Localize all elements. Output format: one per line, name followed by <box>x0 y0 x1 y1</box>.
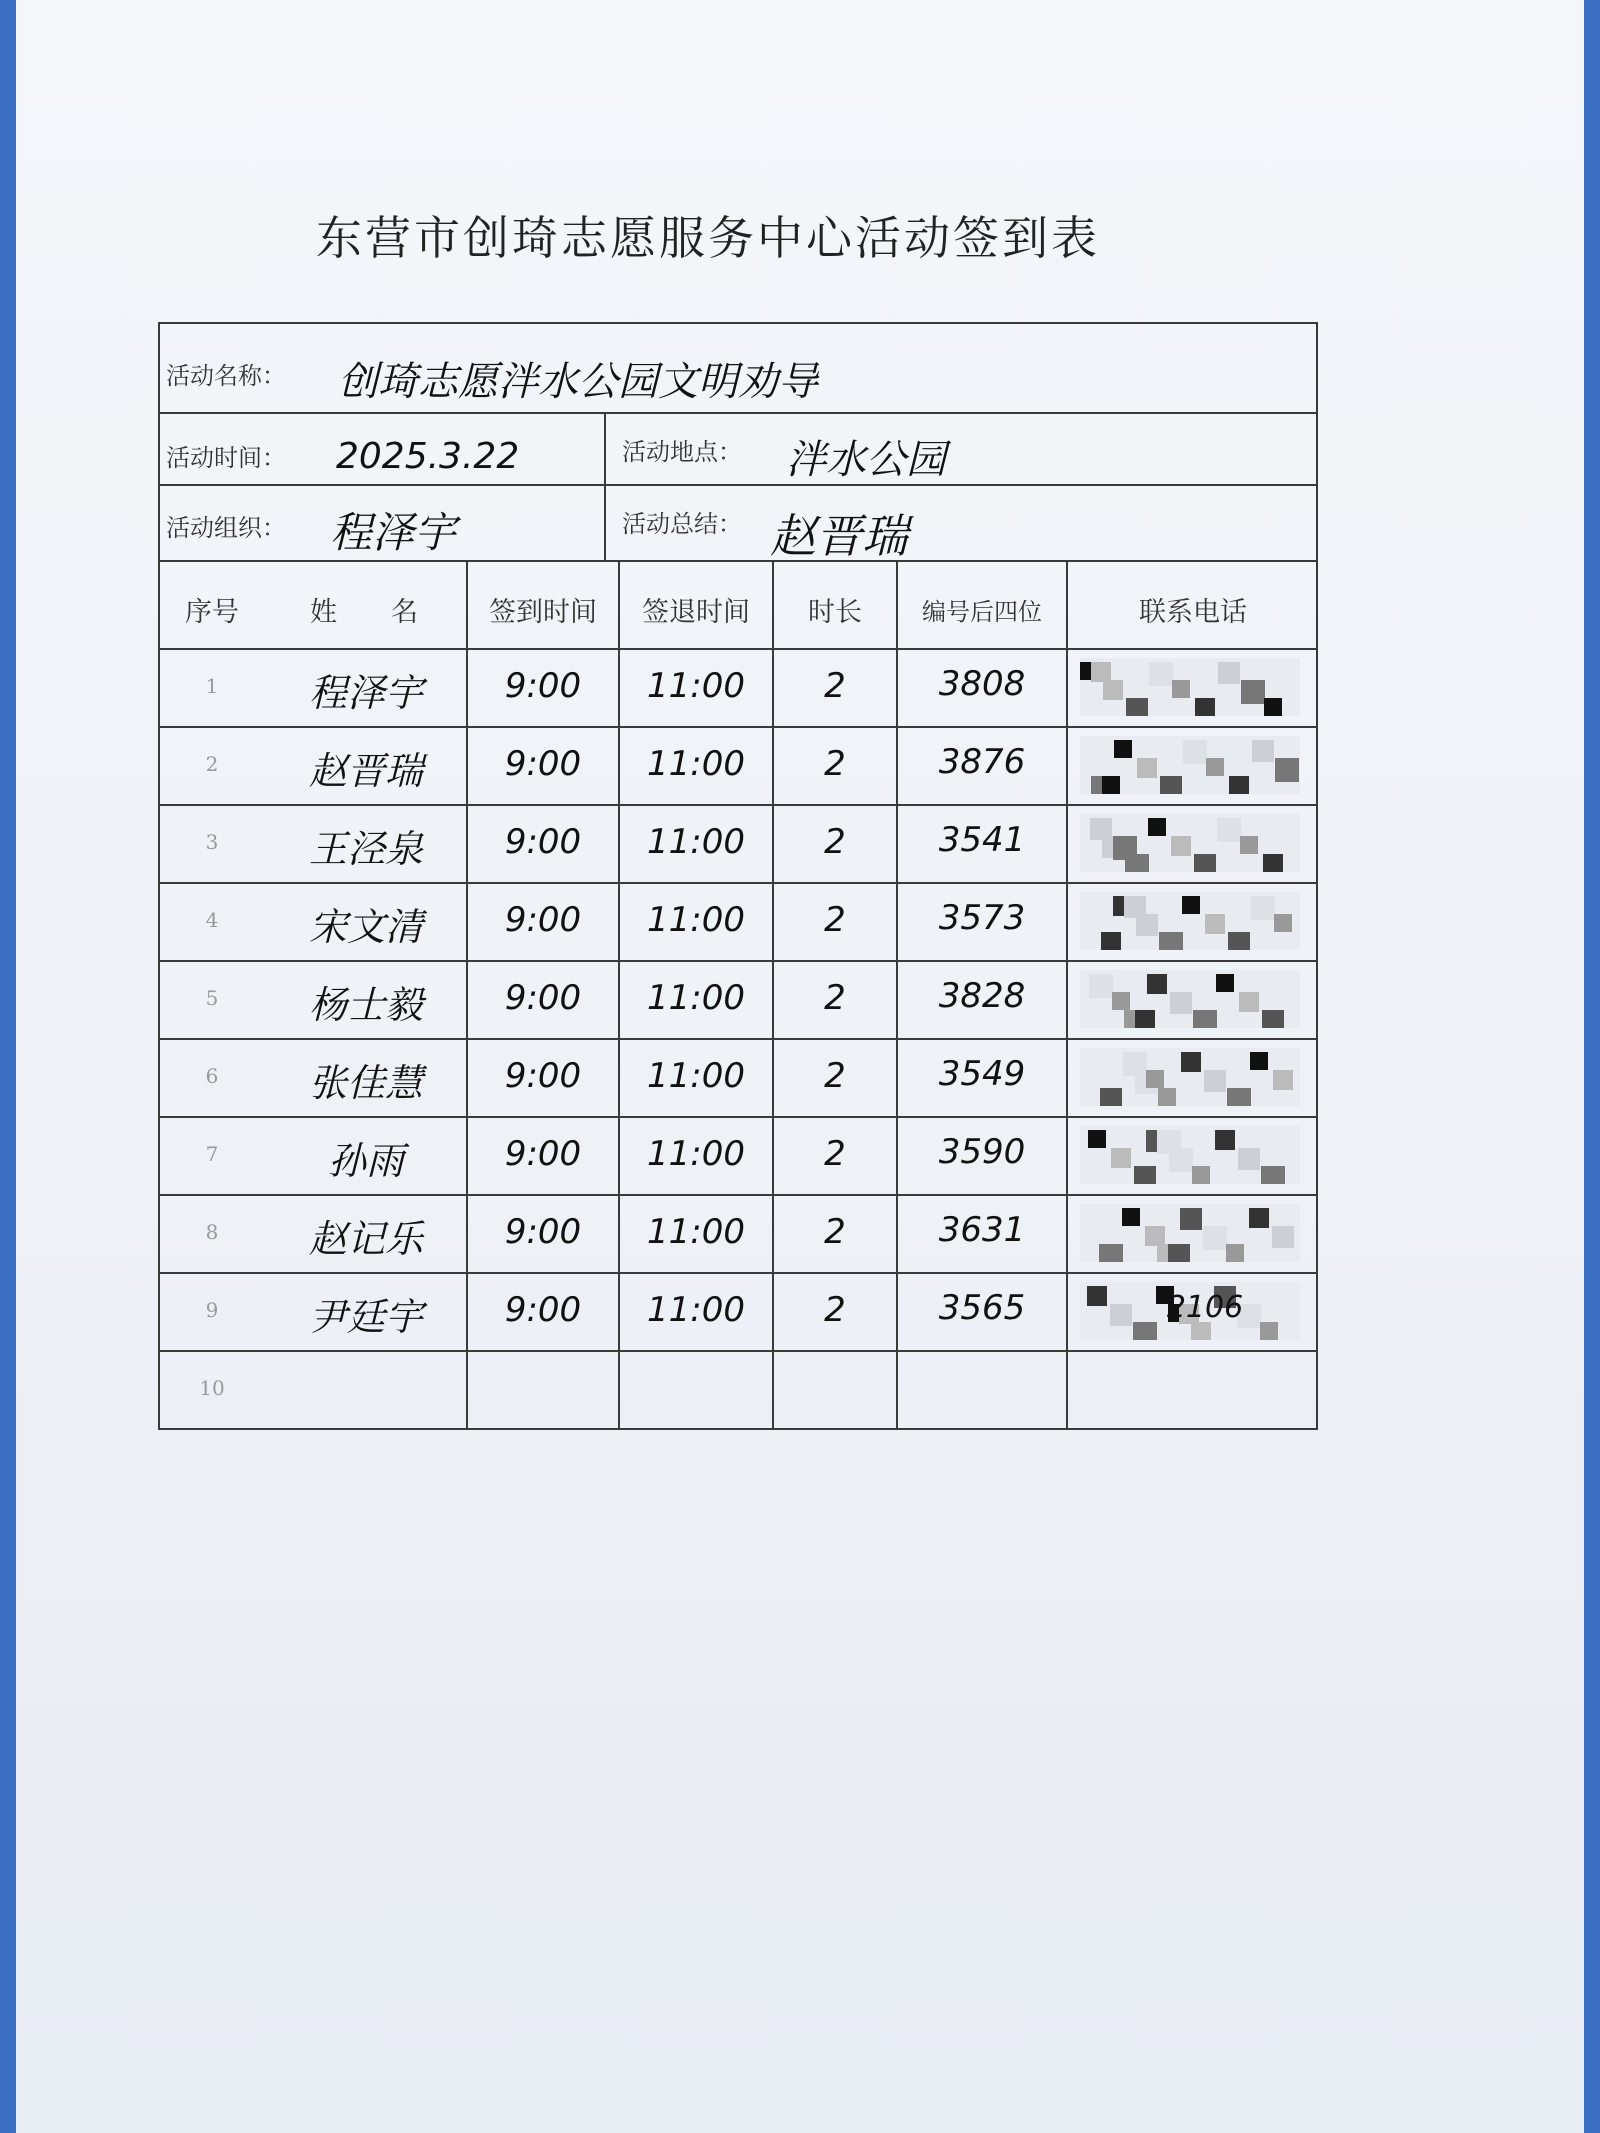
activity-location-value: 泮水公园 <box>786 437 946 483</box>
cell-seq: 7 <box>205 1142 219 1166</box>
row-divider <box>158 560 1318 562</box>
cell-phone: 2106 <box>1166 1290 1244 1325</box>
cell-hours: 2 <box>824 822 846 862</box>
cell-in: 9:00 <box>504 1212 582 1252</box>
cell-seq: 1 <box>205 674 219 698</box>
cell-seq: 6 <box>205 1064 219 1088</box>
activity-summary-value: 赵晋瑞 <box>770 509 908 563</box>
row-divider <box>158 1116 1318 1118</box>
col-header-id4: 编号后四位 <box>922 598 1042 626</box>
col-header-phone: 联系电话 <box>1139 597 1247 628</box>
cell-name: 王泾泉 <box>308 827 423 871</box>
phone-redaction <box>1080 1282 1300 1340</box>
col-header-duration: 时长 <box>808 597 862 628</box>
grid-col-divider <box>1066 560 1068 1430</box>
row-divider <box>158 1272 1318 1274</box>
cell-id4: 3808 <box>938 664 1026 704</box>
cell-seq: 2 <box>205 752 219 776</box>
phone-redaction <box>1080 1126 1300 1184</box>
cell-out: 11:00 <box>647 1134 745 1174</box>
cell-seq: 8 <box>205 1220 219 1244</box>
cell-name: 孙雨 <box>327 1139 404 1183</box>
cell-id4: 3876 <box>938 742 1026 782</box>
row-divider <box>158 882 1318 884</box>
cell-hours: 2 <box>824 1134 846 1174</box>
row-divider <box>158 1194 1318 1196</box>
cell-name: 程泽宇 <box>308 671 423 715</box>
cell-out: 11:00 <box>647 744 745 784</box>
activity-organizer-label: 活动组织： <box>166 514 286 542</box>
activity-summary-label: 活动总结： <box>622 510 742 538</box>
info-col-divider <box>604 412 606 560</box>
cell-hours: 2 <box>824 744 846 784</box>
cell-id4: 3828 <box>938 976 1026 1016</box>
cell-hours: 2 <box>824 666 846 706</box>
phone-redaction <box>1080 1048 1300 1106</box>
phone-redaction <box>1080 736 1300 794</box>
row-divider <box>158 484 1318 486</box>
cell-out: 11:00 <box>647 900 745 940</box>
row-divider <box>158 1350 1318 1352</box>
activity-location-label: 活动地点： <box>622 438 742 466</box>
row-divider <box>158 1038 1318 1040</box>
cell-out: 11:00 <box>647 666 745 706</box>
cell-in: 9:00 <box>504 666 582 706</box>
cell-in: 9:00 <box>504 978 582 1018</box>
cell-in: 9:00 <box>504 900 582 940</box>
cell-name: 赵记乐 <box>308 1217 423 1261</box>
cell-out: 11:00 <box>647 822 745 862</box>
activity-name-value: 创琦志愿泮水公园文明劝导 <box>338 359 818 405</box>
cell-in: 9:00 <box>504 1290 582 1330</box>
form-title: 东营市创琦志愿服务中心活动签到表 <box>316 211 1100 265</box>
row-divider <box>158 804 1318 806</box>
col-header-seq: 序号 <box>185 597 239 628</box>
phone-redaction <box>1080 1204 1300 1262</box>
cell-seq: 3 <box>205 830 219 854</box>
cell-hours: 2 <box>824 1290 846 1330</box>
cell-id4: 3590 <box>938 1132 1026 1172</box>
cell-id4: 3541 <box>938 820 1026 860</box>
cell-id4: 3573 <box>938 898 1026 938</box>
cell-hours: 2 <box>824 1212 846 1252</box>
col-header-signin: 签到时间 <box>489 597 597 628</box>
cell-seq: 4 <box>205 908 219 932</box>
cell-seq: 10 <box>199 1376 225 1400</box>
phone-redaction <box>1080 658 1300 716</box>
phone-redaction <box>1080 892 1300 950</box>
cell-seq: 5 <box>205 986 219 1010</box>
cell-hours: 2 <box>824 978 846 1018</box>
row-divider <box>158 648 1318 650</box>
activity-time-value: 2025.3.22 <box>336 436 520 477</box>
col-header-name: 姓 名 <box>310 597 418 628</box>
cell-id4: 3565 <box>938 1288 1026 1328</box>
col-header-signout: 签退时间 <box>642 597 750 628</box>
cell-in: 9:00 <box>504 744 582 784</box>
cell-name: 赵晋瑞 <box>308 749 423 793</box>
cell-name: 宋文清 <box>308 905 423 949</box>
cell-name: 杨士毅 <box>308 983 423 1027</box>
cell-in: 9:00 <box>504 1134 582 1174</box>
row-divider <box>158 960 1318 962</box>
signin-table-frame <box>158 322 1318 1430</box>
cell-id4: 3549 <box>938 1054 1026 1094</box>
phone-redaction <box>1080 814 1300 872</box>
activity-name-label: 活动名称： <box>166 362 286 390</box>
cell-name: 尹廷宇 <box>308 1295 423 1339</box>
row-divider <box>158 412 1318 414</box>
cell-out: 11:00 <box>647 978 745 1018</box>
cell-in: 9:00 <box>504 1056 582 1096</box>
paper-sheet <box>16 0 1584 2133</box>
cell-hours: 2 <box>824 1056 846 1096</box>
cell-id4: 3631 <box>938 1210 1026 1250</box>
activity-organizer-value: 程泽宇 <box>330 508 457 557</box>
row-divider <box>158 726 1318 728</box>
cell-in: 9:00 <box>504 822 582 862</box>
phone-redaction <box>1080 970 1300 1028</box>
cell-out: 11:00 <box>647 1290 745 1330</box>
cell-out: 11:00 <box>647 1212 745 1252</box>
cell-hours: 2 <box>824 900 846 940</box>
cell-out: 11:00 <box>647 1056 745 1096</box>
cell-name: 张佳慧 <box>308 1061 423 1105</box>
activity-time-label: 活动时间： <box>166 444 286 472</box>
cell-seq: 9 <box>205 1298 219 1322</box>
